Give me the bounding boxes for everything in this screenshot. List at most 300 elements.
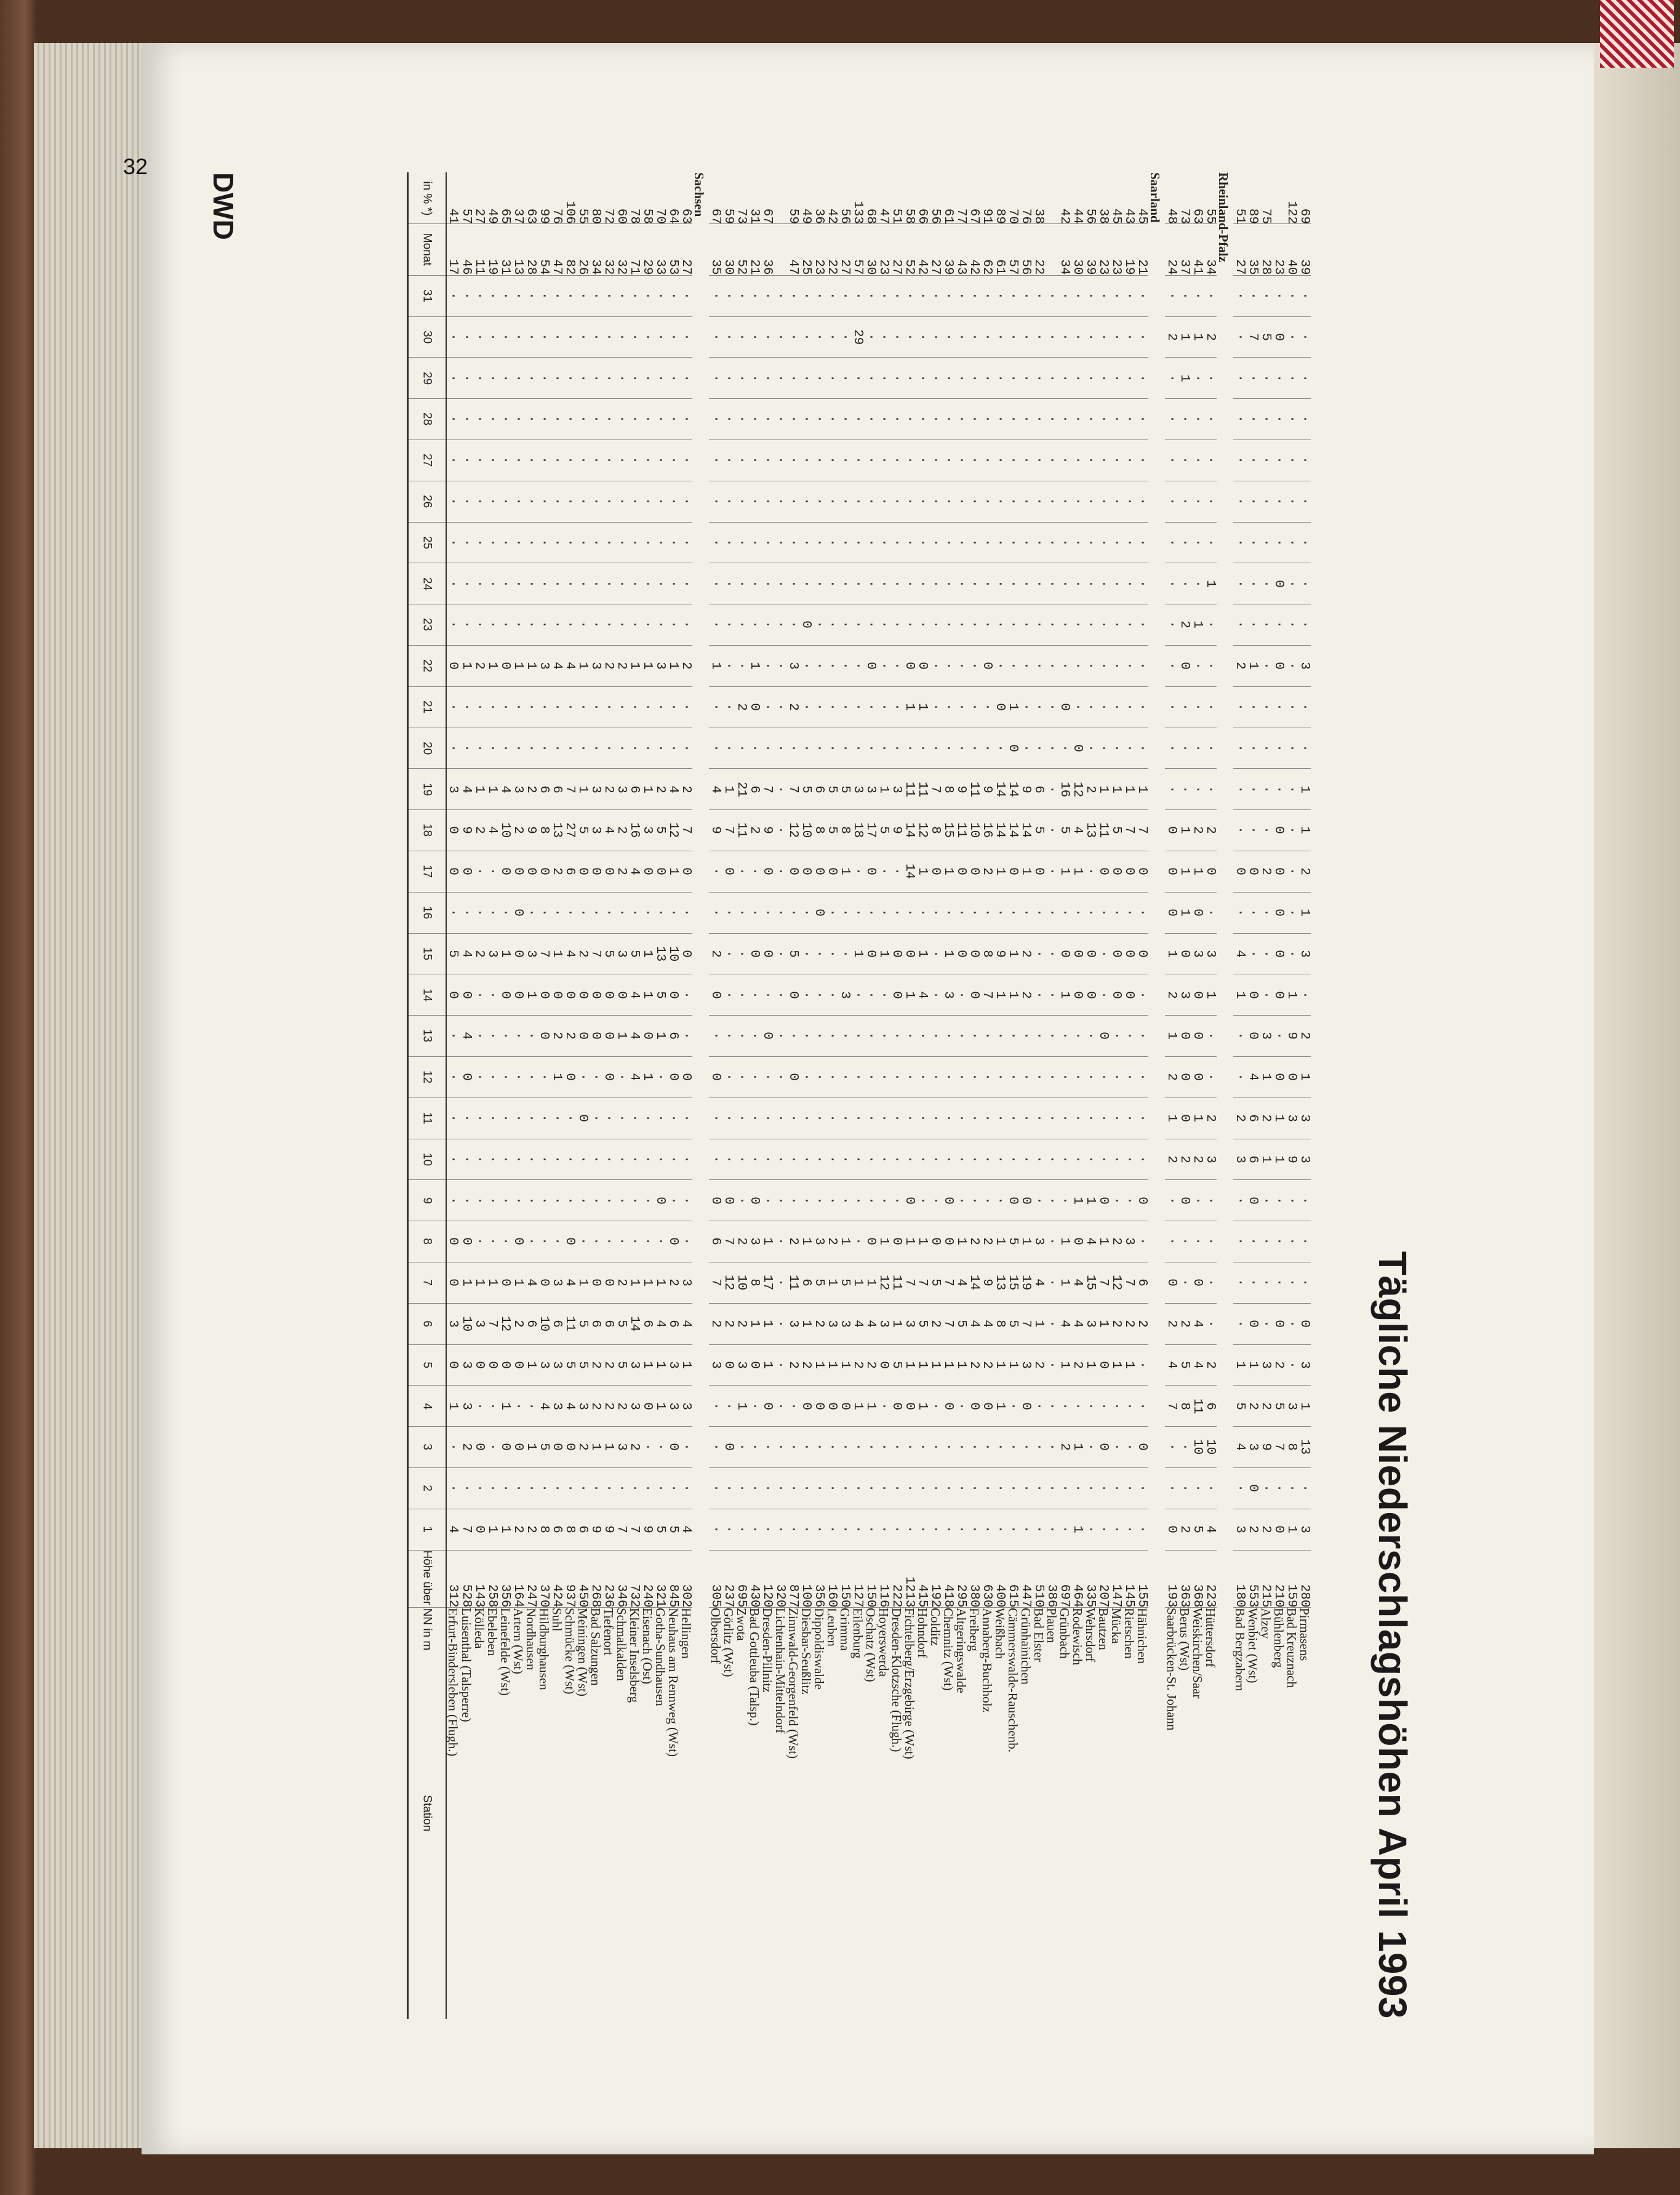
daily-value: · — [446, 1098, 460, 1139]
daily-value: · — [916, 481, 929, 522]
daily-value: · — [748, 522, 761, 563]
daily-value: · — [967, 1139, 980, 1180]
daily-value: · — [1135, 563, 1148, 604]
daily-value: · — [563, 358, 576, 399]
daily-value: · — [890, 892, 903, 933]
daily-value: · — [1233, 1180, 1246, 1221]
daily-value: · — [1233, 1221, 1246, 1262]
station-altitude: 193 — [1165, 1550, 1178, 1608]
daily-value: 5 — [812, 1262, 825, 1303]
table-row — [722, 172, 735, 2019]
daily-value: · — [877, 686, 890, 728]
daily-value: 1 — [1097, 1221, 1110, 1262]
daily-value: · — [812, 1509, 825, 1550]
daily-value: · — [903, 1056, 916, 1098]
daily-value: · — [748, 1509, 761, 1550]
daily-value: · — [954, 604, 967, 646]
monthly-total: 54 — [537, 224, 550, 276]
daily-value: · — [864, 1509, 877, 1550]
daily-value: · — [602, 1467, 615, 1509]
daily-value: · — [498, 399, 511, 440]
daily-value: · — [1006, 604, 1019, 646]
daily-value: 9 — [980, 769, 993, 810]
daily-value: 11 — [735, 810, 748, 851]
station-name: Hoyerswerda — [877, 1608, 890, 2019]
daily-value: · — [498, 358, 511, 399]
daily-value: · — [602, 481, 615, 522]
daily-value: 0 — [1110, 851, 1122, 892]
table-row — [838, 172, 851, 2019]
daily-value: 4 — [1191, 1303, 1204, 1344]
daily-value: · — [666, 892, 679, 933]
daily-value: 0 — [799, 604, 812, 646]
daily-value: 0 — [942, 1180, 954, 1221]
daily-value: · — [812, 440, 825, 481]
daily-value: · — [748, 851, 761, 892]
daily-value: · — [1165, 563, 1178, 604]
daily-value: · — [967, 1016, 980, 1057]
monthly-total: 36 — [761, 224, 774, 276]
daily-value: · — [473, 851, 486, 892]
daily-value: 7 — [1272, 1427, 1285, 1468]
daily-value: · — [774, 1262, 786, 1303]
daily-value: · — [576, 481, 589, 522]
daily-value: · — [628, 686, 641, 728]
monthly-percent: 106 — [563, 172, 576, 224]
monthly-percent: 43 — [1122, 172, 1135, 224]
daily-value: · — [1259, 769, 1272, 810]
daily-value: · — [550, 399, 563, 440]
daily-value: 0 — [641, 1386, 654, 1427]
daily-value: · — [666, 275, 679, 316]
daily-value: · — [576, 1180, 589, 1221]
monthly-percent — [774, 172, 786, 224]
daily-value: 0 — [722, 1180, 735, 1221]
daily-value: · — [1071, 892, 1084, 933]
daily-value: · — [993, 1098, 1006, 1139]
daily-value: · — [1285, 1344, 1298, 1386]
daily-value: · — [774, 522, 786, 563]
daily-value: · — [511, 275, 524, 316]
daily-value: 3 — [486, 933, 498, 974]
daily-value: 2 — [615, 1262, 628, 1303]
table-row — [1165, 172, 1178, 2019]
daily-value: · — [851, 1427, 864, 1468]
station-altitude: 222 — [890, 1550, 903, 1608]
daily-value: · — [1110, 1098, 1122, 1139]
daily-value: 0 — [967, 1386, 980, 1427]
daily-value: · — [654, 316, 666, 358]
daily-value: · — [838, 1467, 851, 1509]
daily-value: · — [942, 1427, 954, 1468]
daily-value: 2 — [615, 810, 628, 851]
daily-value: · — [877, 399, 890, 440]
daily-value: · — [916, 1016, 929, 1057]
table-row — [1122, 172, 1135, 2019]
daily-value: 0 — [864, 1221, 877, 1262]
daily-value: · — [1272, 522, 1285, 563]
daily-value: 1 — [722, 769, 735, 810]
daily-value: 2 — [679, 769, 692, 810]
daily-value: · — [679, 481, 692, 522]
daily-value: · — [473, 440, 486, 481]
daily-value: 1 — [1071, 1509, 1084, 1550]
daily-value: · — [1259, 686, 1272, 728]
daily-value: · — [916, 1180, 929, 1221]
daily-value: 2 — [1178, 1139, 1191, 1180]
daily-value: · — [1285, 522, 1298, 563]
daily-value: · — [903, 1139, 916, 1180]
daily-value: · — [709, 604, 722, 646]
region-heading-row — [1217, 172, 1233, 2019]
daily-value: · — [1204, 1303, 1217, 1344]
daily-value: · — [473, 974, 486, 1016]
daily-value: · — [1204, 1180, 1217, 1221]
station-altitude: 418 — [942, 1550, 954, 1608]
daily-value: 2 — [550, 1016, 563, 1057]
daily-value: · — [615, 604, 628, 646]
daily-value: · — [589, 440, 602, 481]
daily-value: · — [1285, 563, 1298, 604]
daily-value: · — [1246, 522, 1259, 563]
daily-value: 4 — [460, 769, 473, 810]
daily-value: · — [1006, 440, 1019, 481]
daily-value: · — [877, 851, 890, 892]
daily-value: · — [589, 1098, 602, 1139]
daily-value: 10 — [666, 933, 679, 974]
daily-value: · — [641, 358, 654, 399]
daily-value: · — [486, 563, 498, 604]
monthly-percent: 38 — [1032, 172, 1045, 224]
daily-value: · — [1019, 892, 1032, 933]
daily-value: · — [1032, 440, 1045, 481]
daily-value: · — [774, 1098, 786, 1139]
daily-value: 0 — [511, 1427, 524, 1468]
daily-value: · — [1259, 645, 1272, 686]
daily-value: · — [761, 1180, 774, 1221]
daily-value: 1 — [498, 1509, 511, 1550]
daily-value: 7 — [615, 1509, 628, 1550]
daily-value: · — [550, 1139, 563, 1180]
daily-value: · — [1135, 728, 1148, 769]
daily-value: · — [1032, 481, 1045, 522]
daily-value: · — [1165, 399, 1178, 440]
station-name: Eisenach (Ost) — [641, 1608, 654, 2019]
daily-value: · — [602, 1221, 615, 1262]
daily-value: · — [709, 1016, 722, 1057]
daily-value: · — [890, 440, 903, 481]
daily-value: · — [1071, 1056, 1084, 1098]
station-altitude: 116 — [877, 1550, 890, 1608]
daily-value: 0 — [890, 1386, 903, 1427]
monthly-total: 34 — [1058, 224, 1071, 276]
daily-value: 5 — [1006, 1221, 1019, 1262]
daily-value: · — [967, 563, 980, 604]
daily-value: · — [748, 563, 761, 604]
daily-value: · — [589, 1056, 602, 1098]
daily-value: · — [1272, 1262, 1285, 1303]
daily-value: 5 — [877, 810, 890, 851]
daily-value: 12 — [916, 810, 929, 851]
daily-value: · — [576, 440, 589, 481]
daily-value: 1 — [993, 974, 1006, 1016]
daily-value: · — [1272, 769, 1285, 810]
daily-value: 1 — [446, 1386, 460, 1427]
station-name: Ebeleben — [486, 1608, 498, 2019]
daily-value: 1 — [825, 1262, 838, 1303]
daily-value: · — [446, 275, 460, 316]
daily-value: · — [666, 728, 679, 769]
daily-value: · — [460, 399, 473, 440]
daily-value: · — [615, 316, 628, 358]
daily-value: · — [877, 1016, 890, 1057]
daily-value: 0 — [1019, 1180, 1032, 1221]
daily-value: · — [602, 440, 615, 481]
daily-value: · — [511, 1016, 524, 1057]
daily-value: · — [954, 686, 967, 728]
daily-value: · — [460, 686, 473, 728]
daily-value: 1 — [473, 1262, 486, 1303]
daily-value: 0 — [1246, 1303, 1259, 1344]
daily-value: · — [589, 358, 602, 399]
daily-value: 0 — [864, 933, 877, 974]
daily-value: 7 — [916, 1262, 929, 1303]
daily-value: 1 — [1084, 1180, 1097, 1221]
daily-value: 6 — [550, 769, 563, 810]
daily-value: · — [980, 1016, 993, 1057]
daily-value: · — [851, 563, 864, 604]
station-name: Rodewisch — [1071, 1608, 1084, 2019]
daily-value: 3 — [735, 1344, 748, 1386]
daily-value: · — [890, 1180, 903, 1221]
daily-value: 0 — [1272, 1303, 1285, 1344]
daily-value: · — [774, 933, 786, 974]
daily-value: · — [1006, 1056, 1019, 1098]
daily-value: · — [1135, 481, 1148, 522]
header-day: 26 — [408, 481, 447, 522]
daily-value: 0 — [602, 1262, 615, 1303]
daily-value: · — [980, 481, 993, 522]
daily-value: 1 — [1097, 1303, 1110, 1344]
daily-value: 0 — [1122, 933, 1135, 974]
daily-value: 1 — [654, 1386, 666, 1427]
monthly-total: 11 — [473, 224, 486, 276]
monthly-total: 23 — [877, 224, 890, 276]
daily-value: · — [1110, 1427, 1122, 1468]
daily-value: 1 — [1071, 1180, 1084, 1221]
daily-value: 0 — [654, 851, 666, 892]
daily-value: 2 — [589, 1386, 602, 1427]
daily-value: 3 — [1259, 1344, 1272, 1386]
daily-value: · — [641, 1467, 654, 1509]
header-day: 22 — [408, 645, 447, 686]
monthly-total: 39 — [942, 224, 954, 276]
table-row — [589, 172, 602, 2019]
daily-value: · — [1019, 1139, 1032, 1180]
daily-value: · — [666, 440, 679, 481]
daily-value: · — [1122, 1180, 1135, 1221]
header-day: 28 — [408, 399, 447, 440]
daily-value: · — [1272, 604, 1285, 646]
daily-value: · — [967, 440, 980, 481]
monthly-total — [774, 224, 786, 276]
daily-value: 5 — [916, 1303, 929, 1344]
daily-value: · — [851, 399, 864, 440]
daily-value: 2 — [1233, 645, 1246, 686]
daily-value: · — [825, 645, 838, 686]
daily-value: · — [473, 892, 486, 933]
daily-value: 0 — [446, 1344, 460, 1386]
monthly-total: 61 — [993, 224, 1006, 276]
daily-value: 0 — [1191, 1016, 1204, 1057]
daily-value: · — [1122, 563, 1135, 604]
daily-value: · — [576, 275, 589, 316]
daily-value: · — [1097, 645, 1110, 686]
daily-value: · — [1019, 1509, 1032, 1550]
monthly-percent: 77 — [954, 172, 967, 224]
daily-value: 1 — [838, 851, 851, 892]
daily-value: 4 — [628, 851, 641, 892]
daily-value: · — [916, 1139, 929, 1180]
daily-value: · — [786, 1016, 799, 1057]
daily-value: · — [550, 440, 563, 481]
monthly-percent: 42 — [825, 172, 838, 224]
daily-value: 0 — [1272, 933, 1285, 974]
daily-value: 0 — [563, 1221, 576, 1262]
daily-value: · — [838, 645, 851, 686]
daily-value: 7 — [1122, 810, 1135, 851]
daily-value: 4 — [1165, 1344, 1178, 1386]
daily-value: 1 — [1122, 769, 1135, 810]
daily-value: · — [838, 275, 851, 316]
station-altitude: 356 — [498, 1550, 511, 1608]
daily-value: 0 — [641, 851, 654, 892]
monthly-total: 32 — [615, 224, 628, 276]
daily-value: · — [486, 275, 498, 316]
monthly-percent: 68 — [864, 172, 877, 224]
daily-value: · — [799, 316, 812, 358]
daily-value: · — [576, 1467, 589, 1509]
daily-value: · — [654, 1467, 666, 1509]
daily-value: · — [929, 1016, 942, 1057]
daily-value: · — [799, 1016, 812, 1057]
daily-value: · — [709, 1098, 722, 1139]
monthly-percent: 56 — [1084, 172, 1097, 224]
daily-value: · — [722, 563, 735, 604]
monthly-total: 42 — [916, 224, 929, 276]
header-day: 1 — [408, 1509, 447, 1550]
daily-value: 0 — [486, 1344, 498, 1386]
daily-value: · — [1071, 563, 1084, 604]
daily-value: · — [929, 481, 942, 522]
daily-value: · — [1122, 275, 1135, 316]
daily-value: 2 — [666, 1262, 679, 1303]
daily-value: · — [1110, 1509, 1122, 1550]
daily-value: 4 — [563, 1262, 576, 1303]
daily-value: 0 — [1272, 974, 1285, 1016]
daily-value: · — [589, 604, 602, 646]
station-name: Hellingen — [679, 1608, 692, 2019]
daily-value: 1 — [916, 1344, 929, 1386]
daily-value: · — [916, 440, 929, 481]
daily-value: · — [722, 275, 735, 316]
daily-value: 0 — [838, 1386, 851, 1427]
daily-value: 0 — [825, 851, 838, 892]
daily-value: · — [1259, 440, 1272, 481]
header-day: 20 — [408, 728, 447, 769]
daily-value: · — [903, 275, 916, 316]
monthly-total: 34 — [589, 224, 602, 276]
daily-value: · — [890, 1016, 903, 1057]
daily-value: 2 — [1204, 810, 1217, 851]
daily-value: 1 — [641, 1056, 654, 1098]
station-name: Meiningen (Wst) — [576, 1608, 589, 2019]
daily-value: 7 — [1165, 1386, 1178, 1427]
daily-value: · — [774, 1427, 786, 1468]
daily-value: · — [722, 728, 735, 769]
daily-value: 5 — [576, 810, 589, 851]
daily-value: · — [1298, 522, 1311, 563]
daily-value: 0 — [942, 1221, 954, 1262]
daily-value: 8 — [838, 810, 851, 851]
station-altitude: 528 — [460, 1550, 473, 1608]
daily-value: 3 — [851, 769, 864, 810]
daily-value: 3 — [786, 1303, 799, 1344]
daily-value: 5 — [929, 1262, 942, 1303]
daily-value: · — [589, 892, 602, 933]
table-row — [602, 172, 615, 2019]
daily-value: · — [954, 974, 967, 1016]
daily-value: 5 — [654, 810, 666, 851]
daily-value: · — [748, 358, 761, 399]
daily-value: · — [1135, 1056, 1148, 1098]
daily-value: · — [735, 399, 748, 440]
daily-value: · — [1204, 358, 1217, 399]
daily-value: 1 — [1298, 1386, 1311, 1427]
daily-value: · — [1071, 316, 1084, 358]
daily-value: · — [722, 481, 735, 522]
monthly-total: 25 — [799, 224, 812, 276]
daily-value: · — [511, 481, 524, 522]
daily-value: · — [537, 1098, 550, 1139]
daily-value: 8 — [1285, 1427, 1298, 1468]
daily-value: · — [1165, 275, 1178, 316]
daily-value: 8 — [980, 933, 993, 974]
daily-value: 5 — [1178, 1344, 1191, 1386]
daily-value: 3 — [1298, 645, 1311, 686]
daily-value: 2 — [1058, 1427, 1071, 1468]
daily-value: 0 — [576, 1016, 589, 1057]
daily-value: 17 — [864, 810, 877, 851]
daily-value: 9 — [460, 810, 473, 851]
daily-value: · — [1045, 810, 1058, 851]
table-row — [942, 172, 954, 2019]
daily-value: · — [1191, 399, 1204, 440]
daily-value: 0 — [1178, 1098, 1191, 1139]
daily-value: 2 — [602, 645, 615, 686]
daily-value: · — [1019, 1098, 1032, 1139]
daily-value: 1 — [1246, 645, 1259, 686]
daily-value: 2 — [628, 1427, 641, 1468]
daily-value: · — [1191, 728, 1204, 769]
daily-value: · — [550, 358, 563, 399]
station-name: Eilenburg — [851, 1608, 864, 2019]
daily-value: · — [1285, 1221, 1298, 1262]
daily-value: · — [550, 728, 563, 769]
daily-value: · — [1045, 1221, 1058, 1262]
daily-value: · — [942, 892, 954, 933]
monthly-total: 27 — [679, 224, 692, 276]
